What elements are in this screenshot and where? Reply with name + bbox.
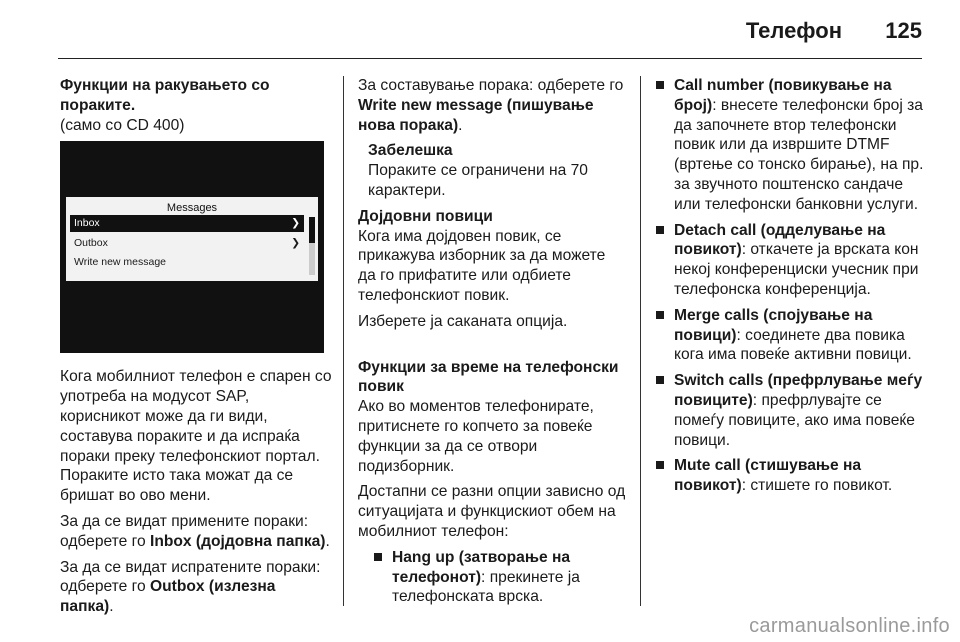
note-text: Пораките се ограничени на 70 карактери. <box>368 162 588 199</box>
bullet-icon <box>656 311 664 319</box>
note-block <box>358 141 626 200</box>
column-divider <box>343 76 344 606</box>
display-screenshot <box>60 141 324 353</box>
bullet-icon <box>656 81 664 89</box>
section-subtitle: (само со CD 400) <box>60 116 185 134</box>
column-divider <box>640 76 641 606</box>
list-item: Hang up (затворање на телефонот): прекинете ја телефонската врска. <box>372 548 626 607</box>
options-list <box>654 76 924 496</box>
paragraph: Кога има дојдовен повик, се прикажува изборник за да можете да го прифатите или одбиете телефонскиот повик. <box>358 227 606 304</box>
screen-title: Messages <box>166 202 218 215</box>
section-heading: Функции на ракувањето со пораките. <box>60 77 270 114</box>
page-header <box>0 0 960 60</box>
note-title: Забелешка <box>368 142 453 160</box>
paragraph: За составување порака: одберете го Write new message (пишување нова порака). <box>358 77 624 134</box>
chevron-right-icon: ❯ <box>291 217 300 230</box>
list-item: Detach call (одделување на повикот): откачете ја врската кон некој конференциски учесник при телефонска конференција. <box>654 221 924 300</box>
menu-row-label: Outbox <box>74 237 108 250</box>
list-item: Merge calls (спојување на повици): соединете два повика кога има повеќе активни повици. <box>654 306 924 365</box>
paragraph: За да се видат испратените пораки: одберете го Outbox (излезна папка). <box>60 558 321 616</box>
paragraph: Достапни се разни опции зависно од ситуацијата и функцискиот обем на мобилниот телефон: <box>358 483 626 540</box>
paragraph: За да се видат примените пораки: одберете го Inbox (дојдовна папка). <box>60 512 330 550</box>
header-rule <box>58 58 922 59</box>
watermark: carmanualsonline.info <box>749 615 950 637</box>
list-item: Mute call (стишување на повикот): стишете го повикот. <box>654 456 924 496</box>
column-1 <box>60 76 332 623</box>
scrollbar-thumb <box>309 217 315 243</box>
paragraph: Изберете ја саканата опција. <box>358 312 568 330</box>
bullet-icon <box>374 553 382 561</box>
menu-option-name: Write new message (пишување нова порака) <box>358 96 594 134</box>
list-item: Switch calls (префрлување меѓу повиците): префрлувајте се помеѓу повиците, ако има повеќе повици. <box>654 371 924 450</box>
menu-row-outbox <box>70 235 304 252</box>
column-3 <box>654 76 924 502</box>
page-title: Телефон <box>745 18 842 43</box>
paragraph: Ако во моментов телефонирате, притиснете го копчето за повеќе функции за да се отвори подизборник. <box>358 398 594 475</box>
page-number: 125 <box>885 18 922 43</box>
bullet-icon <box>656 226 664 234</box>
messages-screen <box>66 197 318 281</box>
column-2 <box>358 76 626 613</box>
menu-option-name: Inbox (дојдовна папка) <box>150 532 326 550</box>
bullet-icon <box>656 461 664 469</box>
menu-row-label: Write new message <box>74 256 167 269</box>
menu-option-name: Outbox (излезна папка) <box>60 578 276 616</box>
paragraph: Кога мобилниот телефон е спарен со употреба на модусот SAP, корисникот може да ги види, составува пораките и да испраќа пораки преку телефонскиот портал. Пораките исто така можат да се бришат во ово мени. <box>60 368 332 505</box>
section-heading: Дојдовни повици <box>358 207 493 225</box>
menu-row-write-new-message <box>70 254 304 271</box>
options-list <box>372 548 626 607</box>
chevron-right-icon: ❯ <box>291 237 300 250</box>
menu-row-inbox <box>70 215 304 232</box>
bullet-icon <box>656 376 664 384</box>
section-heading: Функции за време на телефонски повик <box>358 358 619 396</box>
list-item: Call number (повикување на број): внесете телефонски број за да започнете втор телефонски повик или да извршите DTMF (вртење со тонско бирање), на пр. за звучното поштенско сандаче или телефонски банковни услуги. <box>654 76 924 215</box>
menu-row-label: Inbox <box>74 217 100 230</box>
